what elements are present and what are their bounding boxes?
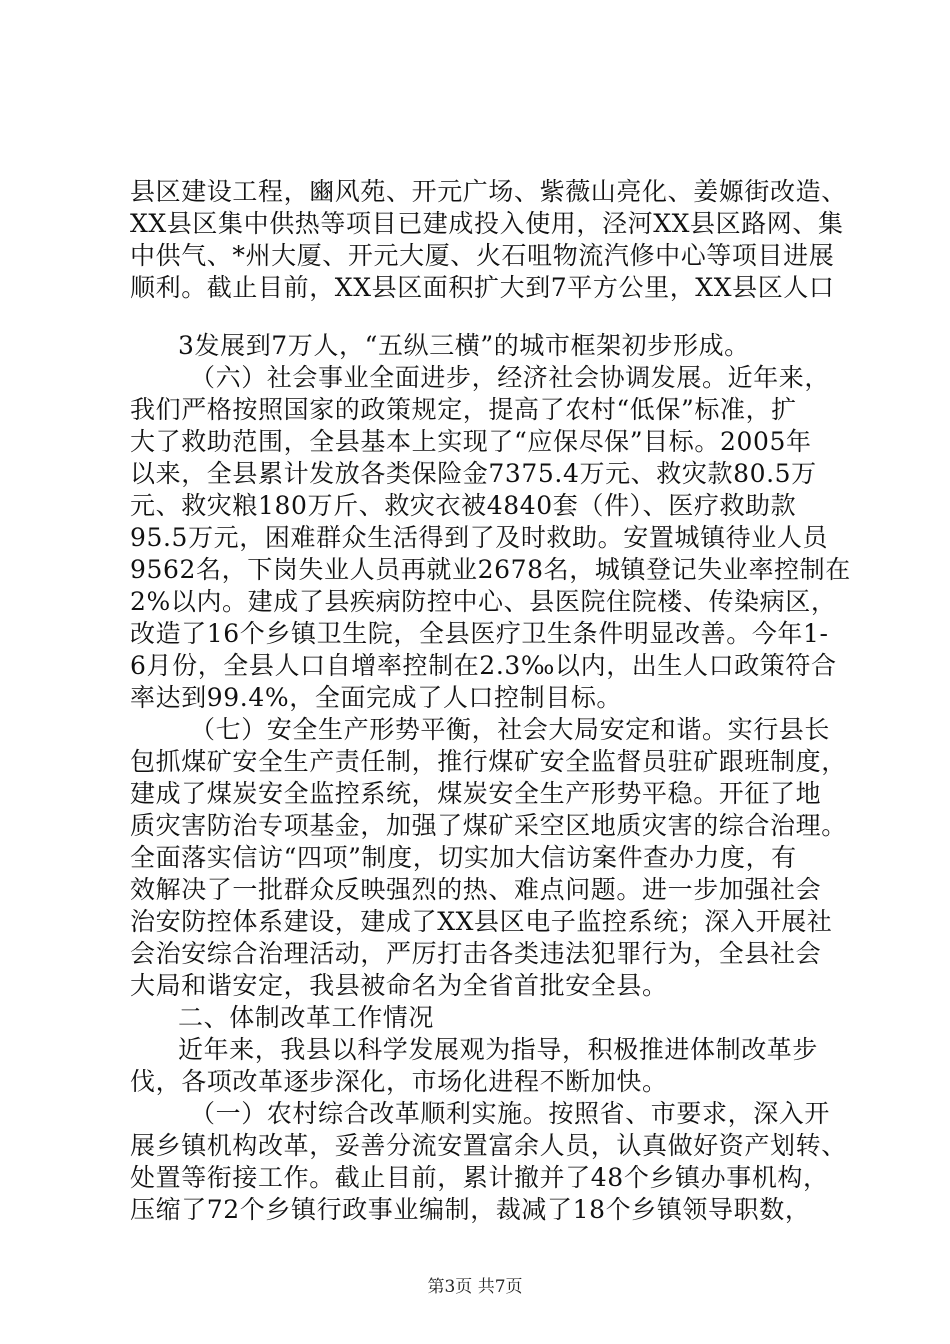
text-line: 元、救灾粮180万斤、救灾衣被4840套（件）、医疗救助款 xyxy=(130,491,797,520)
text-line: 2%以内。建成了县疾病防控中心、县医院住院楼、传染病区， xyxy=(130,587,837,616)
text-line: 县区建设工程，豳风苑、开元广场、紫薇山亮化、姜嫄街改造、 xyxy=(130,177,847,206)
text-line: 伐，各项改革逐步深化，市场化进程不断加快。 xyxy=(130,1067,668,1096)
text-line: 效解决了一批群众反映强烈的热、难点问题。进一步加强社会 xyxy=(130,875,822,904)
section-heading-2: 二、体制改革工作情况 xyxy=(178,1003,435,1032)
text-line: 质灾害防治专项基金，加强了煤矿采空区地质灾害的综合治理。 xyxy=(130,811,847,840)
text-line: 会治安综合治理活动，严厉打击各类违法犯罪行为，全县社会 xyxy=(130,939,822,968)
text-line: 9562名，下岗失业人员再就业2678名，城镇登记失业率控制在 xyxy=(130,555,851,584)
text-line: 建成了煤炭安全监控系统，煤炭安全生产形势平稳。开征了地 xyxy=(130,779,822,808)
text-line: 展乡镇机构改革，妥善分流安置富余人员，认真做好资产划转、 xyxy=(130,1131,847,1160)
section-heading-7: （七）安全生产形势平衡，社会大局安定和谐。实行县长 xyxy=(190,715,831,744)
text-line: 包抓煤矿安全生产责任制，推行煤矿安全监督员驻矿跟班制度， xyxy=(130,747,847,776)
text-line: XX县区集中供热等项目已建成投入使用，泾河XX县区路网、集 xyxy=(130,209,844,238)
text-line: 大局和谐安定，我县被命名为全省首批安全县。 xyxy=(130,971,668,1000)
text-line: 3发展到7万人，“五纵三横”的城市框架初步形成。 xyxy=(178,331,750,360)
text-line: 中供气、*州大厦、开元大厦、火石咀物流汽修中心等项目进展 xyxy=(130,241,835,270)
text-line: 以来，全县累计发放各类保险金7375.4万元、救灾款80.5万 xyxy=(130,459,817,488)
text-line: 改造了16个乡镇卫生院，全县医疗卫生条件明显改善。今年1- xyxy=(130,619,829,648)
text-line: 我们严格按照国家的政策规定，提高了农村“低保”标准，扩 xyxy=(130,395,797,424)
text-line: 大了救助范围，全县基本上实现了“应保尽保”目标。2005年 xyxy=(130,427,812,456)
text-line: 治安防控体系建设，建成了XX县区电子监控系统；深入开展社 xyxy=(130,907,833,936)
text-line: 95.5万元，困难群众生活得到了及时救助。安置城镇待业人员 xyxy=(130,523,829,552)
page-footer: 第3页 共7页 xyxy=(427,1277,523,1297)
section-heading-6: （六）社会事业全面进步，经济社会协调发展。近年来， xyxy=(190,363,831,392)
text-line: 全面落实信访“四项”制度，切实加大信访案件查办力度，有 xyxy=(130,843,797,872)
text-line: 近年来，我县以科学发展观为指导，积极推进体制改革步 xyxy=(178,1035,819,1064)
text-line: 率达到99.4%，全面完成了人口控制目标。 xyxy=(130,683,623,712)
section-heading-1: （一）农村综合改革顺利实施。按照省、市要求，深入开 xyxy=(190,1099,831,1128)
text-line: 6月份，全县人口自增率控制在2.3‰以内，出生人口政策符合 xyxy=(130,651,837,680)
text-line: 处置等衔接工作。截止目前，累计撤并了48个乡镇办事机构， xyxy=(130,1163,829,1192)
text-line: 顺利。截止目前，XX县区面积扩大到7平方公里，XX县区人口 xyxy=(130,273,835,302)
text-line: 压缩了72个乡镇行政事业编制，裁减了18个乡镇领导职数， xyxy=(130,1195,811,1224)
